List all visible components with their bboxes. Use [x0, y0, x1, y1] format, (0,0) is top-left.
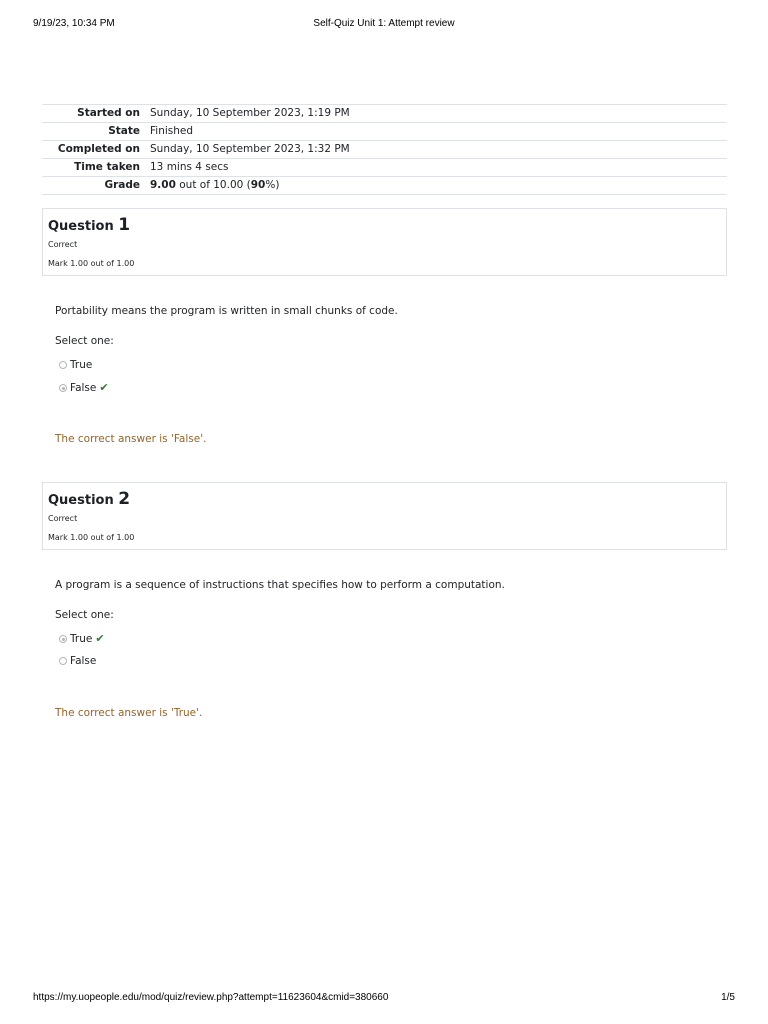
question-title [48, 489, 130, 509]
radio-button[interactable] [59, 657, 67, 665]
summary-value: Finished [150, 123, 727, 141]
print-datetime: 9/19/23, 10:34 PM [33, 18, 115, 29]
summary-label: Time taken [42, 159, 150, 177]
summary-label: State [42, 123, 150, 141]
question-label: Question [48, 493, 114, 508]
summary-label: Started on [42, 105, 150, 123]
radio-button[interactable] [59, 361, 67, 369]
page-url: https://my.uopeople.edu/mod/quiz/review.php?attempt=11623604&cmid=380660 [33, 992, 389, 1003]
correct-answer-feedback: The correct answer is 'False'. [55, 433, 207, 445]
check-icon: ✔ [99, 381, 109, 394]
grade-score: 9.00 [150, 179, 176, 191]
summary-row-time-taken [42, 159, 727, 177]
question-text: Portability means the program is written in small chunks of code. [55, 305, 398, 317]
radio-button-selected[interactable] [59, 384, 67, 392]
grade-percent: 90 [250, 179, 266, 191]
answer-option-true[interactable] [59, 632, 105, 646]
summary-row-grade [42, 177, 727, 195]
summary-label: Completed on [42, 141, 150, 159]
question-grade: Mark 1.00 out of 1.00 [48, 533, 135, 542]
select-one-prompt: Select one: [55, 609, 114, 621]
answer-option-false[interactable] [59, 654, 96, 668]
summary-value: Sunday, 10 September 2023, 1:32 PM [150, 141, 727, 159]
summary-value: Sunday, 10 September 2023, 1:19 PM [150, 105, 727, 123]
option-label: False [70, 655, 97, 667]
question-number: 2 [118, 489, 131, 509]
option-label: False [70, 382, 97, 394]
question-state: Correct [48, 240, 78, 249]
page-number: 1/5 [721, 992, 735, 1003]
question-label: Question [48, 219, 114, 234]
grade-tail: %) [265, 179, 280, 191]
print-header [0, 18, 768, 32]
select-one-prompt: Select one: [55, 335, 114, 347]
option-label: True [70, 633, 93, 645]
answer-option-true[interactable] [59, 358, 92, 372]
answer-option-false[interactable] [59, 381, 109, 395]
question-number: 1 [118, 215, 131, 235]
summary-value [150, 177, 727, 195]
attempt-summary-table [42, 104, 727, 195]
check-icon: ✔ [95, 632, 105, 645]
question-info-1 [42, 208, 727, 276]
summary-value: 13 mins 4 secs [150, 159, 727, 177]
print-footer [0, 992, 768, 1006]
print-page-title: Self-Quiz Unit 1: Attempt review [313, 18, 455, 29]
option-label: True [70, 359, 93, 371]
summary-row-completed [42, 141, 727, 159]
question-info-2 [42, 482, 727, 550]
question-title [48, 215, 130, 235]
correct-answer-feedback: The correct answer is 'True'. [55, 707, 203, 719]
summary-row-state [42, 123, 727, 141]
grade-mid: out of 10.00 ( [175, 179, 251, 191]
summary-label: Grade [42, 177, 150, 195]
question-text: A program is a sequence of instructions that specifies how to perform a computation. [55, 579, 505, 591]
radio-button-selected[interactable] [59, 635, 67, 643]
question-state: Correct [48, 514, 78, 523]
summary-row-started [42, 105, 727, 123]
question-grade: Mark 1.00 out of 1.00 [48, 259, 135, 268]
